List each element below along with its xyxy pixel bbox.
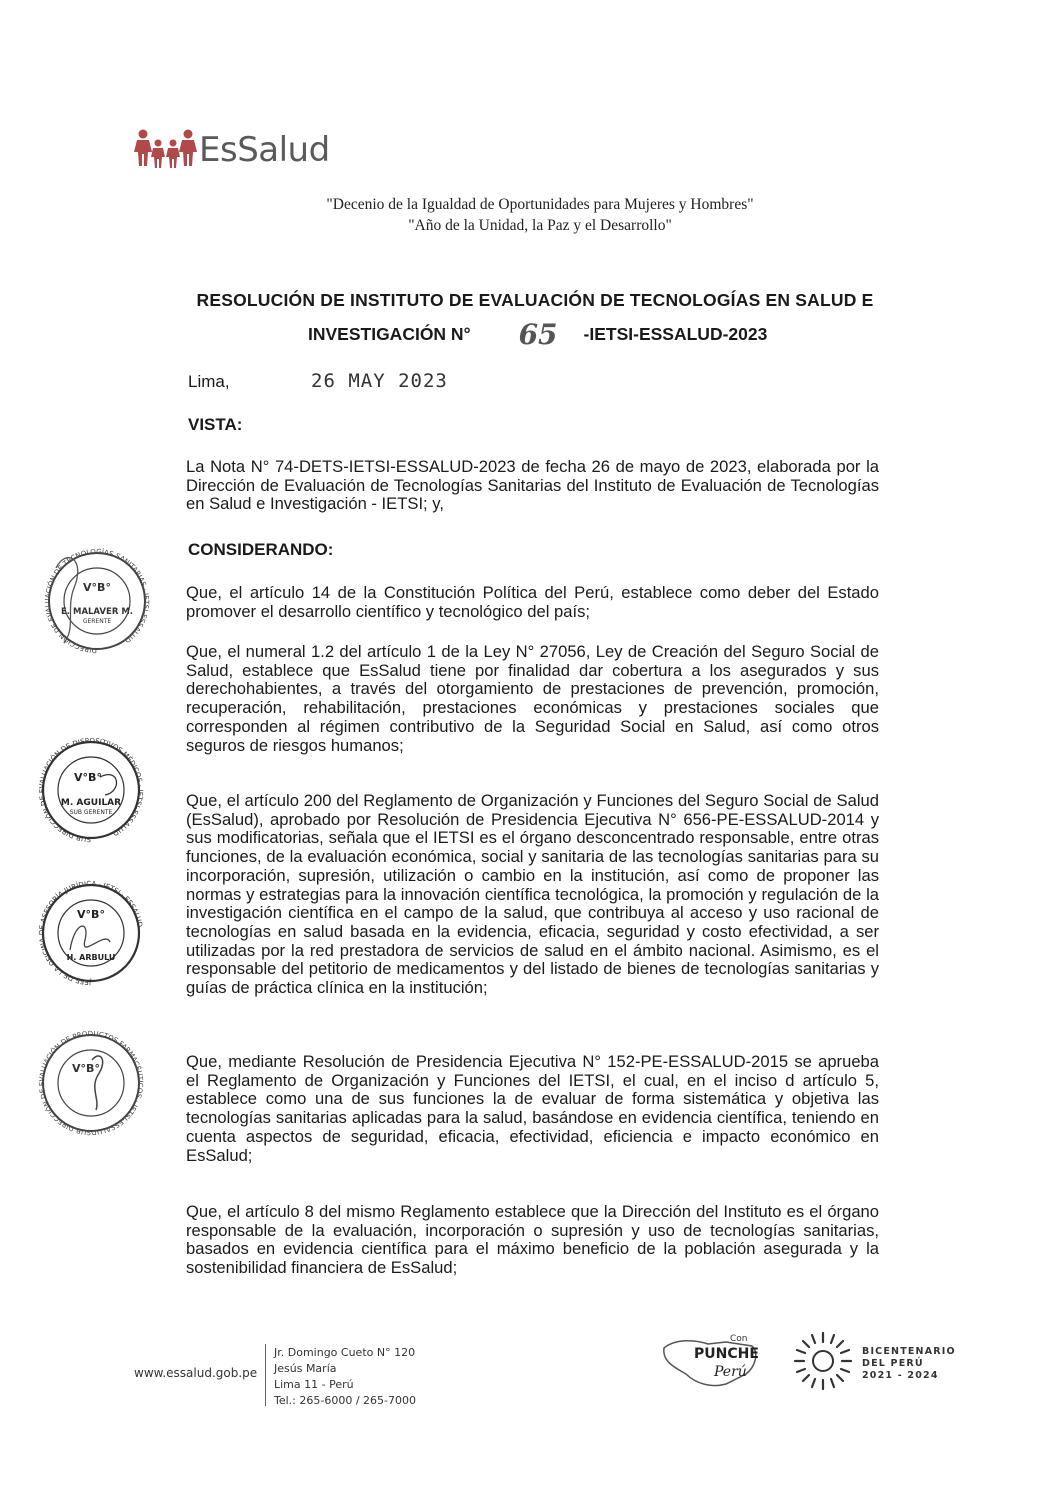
stamp-3-name: H. ARBULU (66, 953, 116, 962)
punche-main-text: PUNCHE (694, 1346, 759, 1362)
resolution-title-line-2 (308, 318, 767, 351)
footer-address (274, 1345, 416, 1409)
resolution-number: 65 (518, 318, 558, 351)
footer-website: www.essalud.gob.pe (134, 1366, 258, 1380)
bicentenario-text (862, 1346, 956, 1382)
considerando-heading: CONSIDERANDO: (188, 540, 334, 559)
stamp-1-ring-text: DIRECCIÓN DE EVALUACIÓN DE TECNOLOGÍAS SANITARIAS · IETSI-ESSALUD (44, 548, 151, 655)
stamp-4-ring-text: SUB DIRECCIÓN DE EVALUACIÓN DE PRODUCTOS FARMACÉUTICOS · IETSI-ESSALUD (38, 1030, 145, 1137)
considerando-paragraph-5: Que, el artículo 8 del mismo Reglamento establece que la Dirección del Instituto es el órgano responsable de la evaluación, incorporación o supresión y uso de tecnologías sanitarias, basados en evidencia científica para el máximo beneficio de la población asegurada y la sostenibilidad financiera de EsSalud; (186, 1202, 879, 1278)
considerando-paragraph-3: Que, el artículo 200 del Reglamento de Organización y Funciones del Seguro Social de Salud (EsSalud), aprobado por Resolución de Presidencia Ejecutiva N° 656-PE-ESSALUD-2014 y sus modificatorias, señala que el IETSI es el órgano desconcentrado responsable, entre otras funciones, de la evaluación económica, social y sanitaria de las tecnologías sanitarias para su incorporación, supresión, utilización o cambio en la institución, así como de proponer las normas y estrategias para la innovación científica tecnológica, la promoción y regulación de la investigación científica en el campo de la salud, que contribuya al acceso y uso racional de tecnologías en salud basada en la evidencia, eficacia, seguridad y costo efectividad, a ser utilizadas por la red prestadora de servicios de salud en el ámbito nacional. Asimismo, es el responsable del petitorio de medicamentos y del listado de bienes de tecnologías sanitarias y guías de práctica clínica en la institución; (186, 791, 879, 998)
punche-peru-text: Perú (714, 1364, 747, 1380)
stamp-2-vb: V°B° (74, 771, 102, 784)
address-line: Lima 11 - Perú (274, 1378, 354, 1391)
stamp-2-ring-text: SUB DIRECCIÓN DE EVALUACIÓN DE DISPOSITIVOS MÉDICOS · IETSI-ESSALUD (38, 737, 145, 844)
vista-paragraph: La Nota N° 74-DETS-IETSI-ESSALUD-2023 de fecha 26 de mayo de 2023, elaborada por la Dirección de Evaluación de Tecnologías Sanitarias del Instituto de Evaluación de Tecnologías en Salud e Investigación - IETSI; y, (186, 457, 879, 514)
place-label: Lima, (188, 372, 230, 391)
approval-stamp-4 (30, 1030, 152, 1140)
peru-map-icon (656, 1334, 768, 1390)
con-punche-peru-logo (656, 1334, 768, 1390)
address-line: Jr. Domingo Cueto N° 120 (274, 1346, 416, 1359)
stamp-4-vb: V°B° (72, 1062, 100, 1075)
stamp-2-name: M. AGUILAR (60, 798, 122, 808)
motto-line-2: "Año de la Unidad, la Paz y el Desarrollo" (408, 217, 672, 234)
brand-name: EsSalud (199, 130, 330, 170)
stamp-1-role: GERENTE (82, 618, 112, 625)
address-line: Tel.: 265-6000 / 265-7000 (274, 1394, 416, 1407)
considerando-paragraph-2: Que, el numeral 1.2 del artículo 1 de la Ley N° 27056, Ley de Creación del Seguro Social de Salud, establece que EsSalud tiene por finalidad dar cobertura a los asegurados y sus derechohabientes, a través del otorgamiento de prestaciones de prevención, promoción, recuperación, rehabilitación, prestaciones económicas y prestaciones sociales que corresponden al régimen contributivo de la Seguridad Social en Salud, así como otros seguros de riesgos humanos; (186, 642, 879, 755)
resolution-title-line-1: RESOLUCIÓN DE INSTITUTO DE EVALUACIÓN DE TECNOLOGÍAS EN SALUD E (196, 290, 874, 310)
footer-divider (265, 1344, 266, 1406)
approval-stamp-1 (36, 548, 158, 658)
svg-text:JEFE DE LA OFICINA DE ASESORÍA (38, 880, 144, 986)
punche-small-text: Con (730, 1334, 748, 1344)
bicentenario-line: 2021 - 2024 (862, 1370, 939, 1381)
considerando-paragraph-1: Que, el artículo 14 de la Constitución Política del Perú, establece como deber del Estado promover el desarrollo científico y tecnológico del país; (186, 583, 879, 621)
stamp-1-name: E. MALAVER M. (60, 607, 134, 617)
svg-text:SUB DIRECCIÓN DE EVALUACIÓN DE (38, 1030, 144, 1136)
approval-stamp-2 (30, 737, 152, 847)
motto-line-1: "Decenio de la Igualdad de Oportunidades para Mujeres y Hombres" (326, 196, 754, 213)
stamp-2-role: SUB GERENTE (69, 809, 113, 816)
approval-stamp-3 (30, 880, 152, 990)
stamp-3-ring-text: JEFE DE LA OFICINA DE ASESORÍA JURÍDICA · IETSI · ESSALUD (38, 880, 144, 987)
stamp-3-vb: V°B° (77, 908, 105, 921)
bicentenario-line: DEL PERÚ (862, 1358, 924, 1369)
family-figures-icon (133, 126, 199, 170)
address-line: Jesús María (274, 1362, 337, 1375)
bicentenario-sunburst-icon (792, 1330, 854, 1392)
title-suffix: -IETSI-ESSALUD-2023 (583, 324, 768, 344)
svg-text:DIRECCIÓN DE EVALUACIÓN DE TEC (44, 548, 150, 654)
bicentenario-line: BICENTENARIO (862, 1346, 956, 1357)
stamp-1-vb: V°B° (83, 581, 111, 594)
svg-text:SUB DIRECCIÓN DE EVALUACIÓN DE (38, 737, 144, 843)
essalud-logo (133, 126, 330, 170)
considerando-paragraph-4: Que, mediante Resolución de Presidencia Ejecutiva N° 152-PE-ESSALUD-2015 se aprueba el Reglamento de Organización y Funciones del IETSI, el cual, en el inciso d artículo 5, establece como una de sus funciones la de evaluar de forma sistemática y objetiva las tecnologías sanitarias aplicadas para la salud, basándose en evidencia científica, teniendo en cuenta aspectos de seguridad, eficacia, efectividad, eficiencia e impacto económico en EsSalud; (186, 1052, 879, 1165)
vista-heading: VISTA: (188, 415, 243, 434)
title-prefix: INVESTIGACIÓN N° (308, 324, 471, 344)
date-stamp: 26 MAY 2023 (311, 370, 448, 392)
